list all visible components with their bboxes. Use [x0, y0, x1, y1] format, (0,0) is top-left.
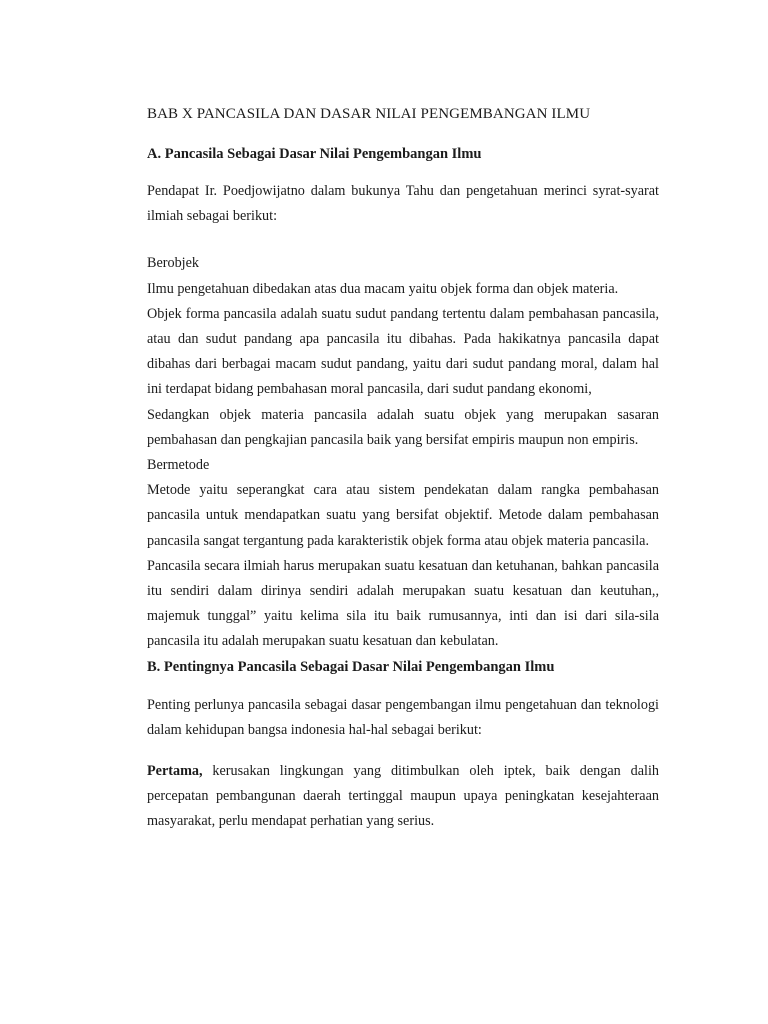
chapter-title: BAB X PANCASILA DAN DASAR NILAI PENGEMBANGAN ILMU: [147, 106, 591, 122]
point-1-text: kerusakan lingkungan yang ditimbulkan oleh iptek, baik dengan dalih percepatan pembangunan daerah tertinggal maupun upaya peningkatan kesejahteraan masyarakat, perlu mendapat perhatian yang serius.: [147, 763, 659, 830]
section-b-heading: B. Pentingnya Pancasila Sebagai Dasar Nilai Pengembangan Ilmu: [147, 658, 555, 675]
section-b-point-1: [147, 759, 659, 835]
bermetode-paragraph-2: Pancasila secara ilmiah harus merupakan suatu kesatuan dan ketuhanan, bahkan pancasila itu sendiri dalam dirinya sendiri adalah merupakan suatu kesatuan dan keutuhan,, majemuk tunggal” yaitu kelima sila itu baik rumusannya, inti dan isi dari sila-sila pancasila itu adalah merupakan suatu kesatuan dan kebulatan.: [147, 557, 659, 650]
section-b-intro: Penting perlunya pancasila sebagai dasar pengembangan ilmu pengetahuan dan teknologi dalam kehidupan bangsa indonesia hal-hal sebagai berikut:: [147, 696, 659, 738]
berobjek-paragraph-3: Sedangkan objek materia pancasila adalah suatu objek yang merupakan sasaran pembahasan dan pengkajian pancasila baik yang bersifat empiris maupun non empiris.: [147, 406, 659, 448]
bermetode-paragraph-1: Metode yaitu seperangkat cara atau sistem pendekatan dalam rangka pembahasan pancasila untuk mendapatkan suatu yang bersifat objektif. Metode dalam pembahasan pancasila sangat tergantung pada karakteristik objek forma atau objek materia pancasila.: [147, 482, 659, 549]
section-a-heading: A. Pancasila Sebagai Dasar Nilai Pengembangan Ilmu: [147, 146, 482, 162]
berobjek-paragraph-1: Ilmu pengetahuan dibedakan atas dua macam yaitu objek forma dan objek materia.: [147, 280, 619, 297]
document-page: [147, 96, 659, 835]
berobjek-label: Berobjek: [147, 255, 200, 272]
bermetode-label: Bermetode: [147, 457, 210, 474]
berobjek-paragraph-2: Objek forma pancasila adalah suatu sudut pandang tertentu dalam pembahasan pancasila, atau dan sudut pandang apa pancasila itu dibahas. Pada hakikatnya pancasila dapat dibahas dari berbagai macam sudut pandang, yaitu dari sudut pandang moral, dalam hal ini terdapat bidang pembahasan moral pancasila, dari sudut pandang ekonomi,: [147, 305, 659, 398]
section-a-intro: Pendapat Ir. Poedjowijatno dalam bukunya Tahu dan pengetahuan merinci syrat-syarat ilmiah sebagai berikut:: [147, 183, 659, 225]
point-1-lead: Pertama,: [147, 763, 203, 780]
